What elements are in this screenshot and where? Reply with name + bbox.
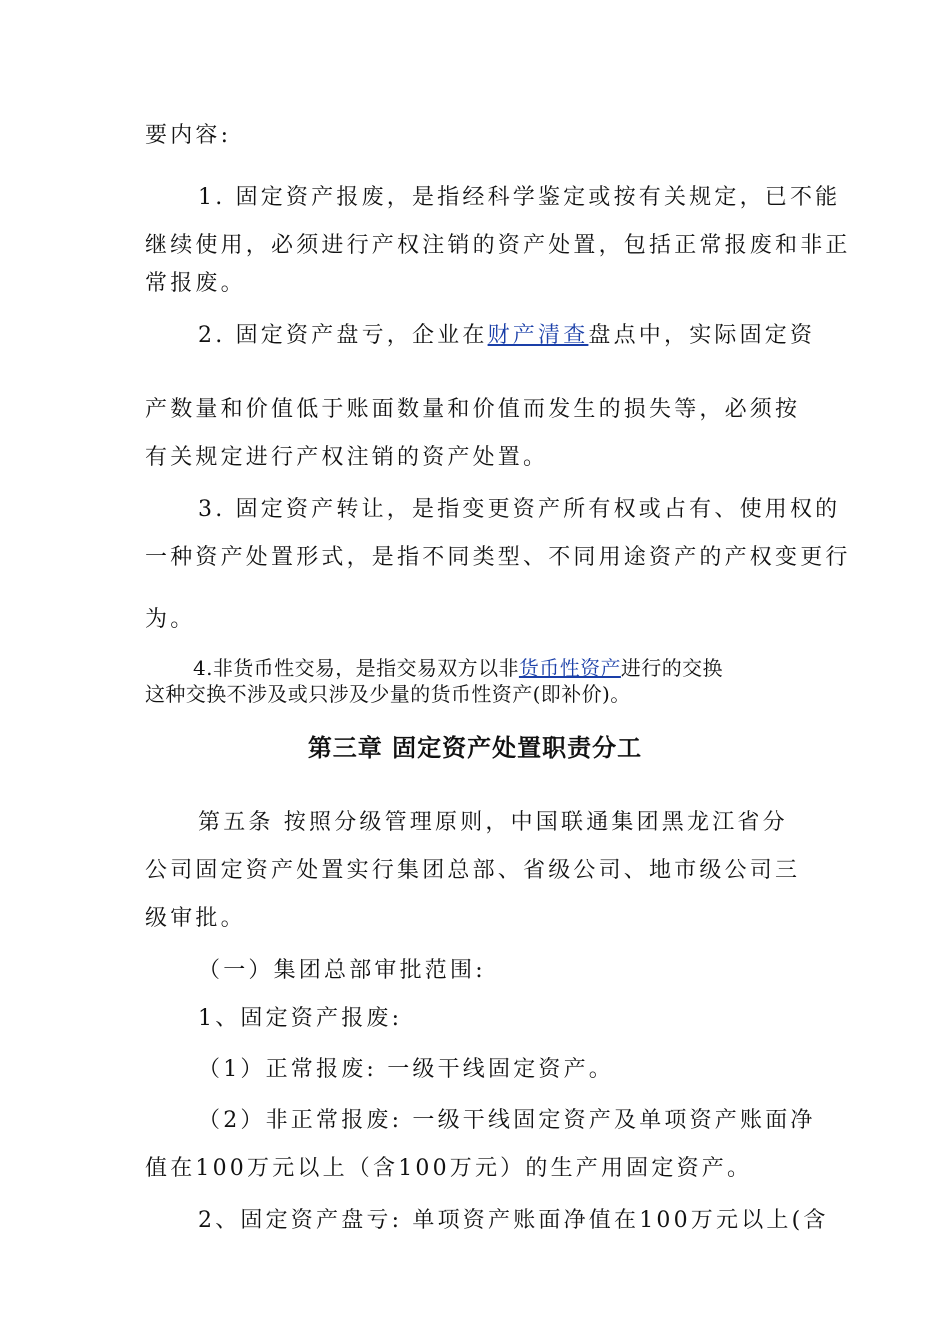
text-line: 2、固定资产盘亏: 单项资产账面净值在100万元以上(含 <box>198 1208 829 1233</box>
text-line: 一种资产处置形式，是指不同类型、不同用途资产的产权变更行 <box>145 545 851 570</box>
text-segment: 4.非货币性交易，是指交易双方以非 <box>193 656 519 680</box>
text-segment: 进行的交换 <box>620 656 723 680</box>
text-line: 值在100万元以上（含100万元）的生产用固定资产。 <box>145 1156 753 1181</box>
text-line: 常报废。 <box>145 271 246 296</box>
text-line: 这种交换不涉及或只涉及少量的货币性资产(即补价)。 <box>145 682 631 706</box>
text-line: （1）正常报废: 一级干线固定资产。 <box>198 1057 615 1082</box>
text-line: （2）非正常报废: 一级干线固定资产及单项资产账面净 <box>198 1108 816 1133</box>
text-line: 1. 固定资产报废，是指经科学鉴定或按有关规定，已不能 <box>198 185 841 210</box>
text-line: （一）集团总部审批范围: <box>198 958 486 983</box>
text-line: 继续使用，必须进行产权注销的资产处置，包括正常报废和非正 <box>145 233 851 258</box>
text-line: 为。 <box>145 607 196 632</box>
text-line <box>198 318 815 349</box>
text-line: 要内容: <box>145 123 232 148</box>
text-line: 第五条 按照分级管理原则，中国联通集团黑龙江省分 <box>198 810 788 835</box>
text-line <box>193 652 723 681</box>
text-line: 有关规定进行产权注销的资产处置。 <box>145 445 549 470</box>
text-line: 3. 固定资产转让，是指变更资产所有权或占有、使用权的 <box>198 497 841 522</box>
text-segment: 2. 固定资产盘亏，企业在 <box>198 323 488 348</box>
text-line: 级审批。 <box>145 906 246 931</box>
text-line: 1、固定资产报废: <box>198 1006 403 1031</box>
text-segment: 盘点中，实际固定资 <box>588 323 816 348</box>
wealth-audit-link[interactable]: 财产清查 <box>487 323 589 348</box>
chapter-heading: 第三章 固定资产处置职责分工 <box>307 734 643 762</box>
non-monetary-asset-link[interactable]: 货币性资产 <box>518 656 621 680</box>
text-line: 公司固定资产处置实行集团总部、省级公司、地市级公司三 <box>145 858 801 883</box>
text-line: 产数量和价值低于账面数量和价值而发生的损失等，必须按 <box>145 397 801 422</box>
